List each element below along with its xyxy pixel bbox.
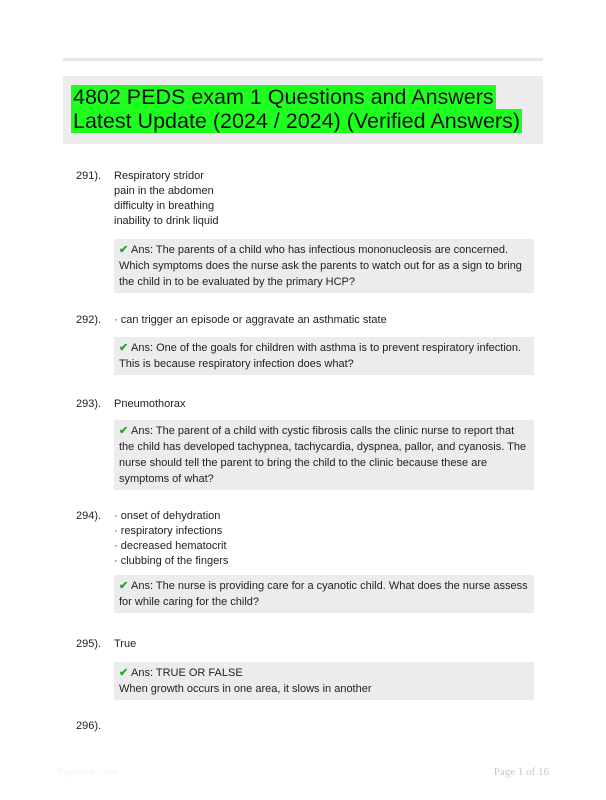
answer-text: Ans: TRUE OR FALSE [131, 667, 243, 679]
answer-text: Ans: The parents of a child who has infectious mononucleosis are concerned. Which symptoms does the nurse ask the parents to watch out for as a sign to bring the child in to be evaluated by the primary HCP? [119, 244, 522, 288]
answer-extra-text: When growth occurs in one area, it slows in another [119, 683, 372, 695]
question-number: 294). [76, 510, 102, 522]
term-line: difficulty in breathing [114, 200, 215, 212]
answer-box [114, 575, 534, 613]
check-icon: ✔ [119, 425, 129, 437]
check-icon: ✔ [119, 244, 129, 256]
answer-box [114, 420, 534, 490]
answer-text: Ans: The parent of a child with cystic fibrosis calls the clinic nurse to report that the child has developed tachypnea, tachycardia, dyspnea, pallor, and cyanosis. The nurse should tell the parent to bring the child to the clinic because these are symptoms of what? [119, 425, 527, 485]
question-terms [114, 397, 534, 412]
question-number: 295). [76, 638, 102, 650]
term-line: pain in the abdomen [114, 185, 214, 197]
page-indicator: Page 1 of 16 [493, 766, 549, 778]
document-title-line-2: Latest Update (2024 / 2024) (Verified Answers) [73, 109, 520, 133]
question-number: 296). [76, 720, 102, 732]
title-banner [63, 76, 543, 144]
question-terms [114, 637, 534, 652]
term-line: Respiratory stridor [114, 170, 204, 182]
check-icon: ✔ [119, 342, 129, 354]
question-number: 292). [76, 314, 102, 326]
answer-box [114, 662, 534, 700]
answer-box [114, 337, 534, 375]
document-title-line-1: 4802 PEDS exam 1 Questions and Answers [73, 85, 494, 109]
question-number: 293). [76, 398, 102, 410]
term-line: · decreased hematocrit [114, 540, 227, 552]
top-divider [63, 58, 543, 61]
question-terms [114, 169, 534, 229]
term-line: True [114, 638, 137, 650]
term-line: · can trigger an episode or aggravate an asthmatic state [114, 314, 387, 326]
question-terms [114, 509, 534, 569]
answer-text: Ans: One of the goals for children with asthma is to prevent respiratory infection. This is because respiratory infection does what? [119, 342, 522, 370]
term-line: · clubbing of the fingers [114, 555, 229, 567]
check-icon: ✔ [119, 580, 129, 592]
answer-box [114, 239, 534, 293]
term-line: Pneumothorax [114, 398, 186, 410]
footer-watermark: Paperbtdc.com [58, 767, 118, 778]
question-number: 291). [76, 170, 102, 182]
question-terms [114, 313, 534, 328]
term-line: · onset of dehydration [114, 510, 221, 522]
term-line: · respiratory infections [114, 525, 223, 537]
answer-text: Ans: The nurse is providing care for a cyanotic child. What does the nurse assess for while caring for the child? [119, 580, 528, 608]
check-icon: ✔ [119, 667, 129, 679]
term-line: inability to drink liquid [114, 215, 219, 227]
